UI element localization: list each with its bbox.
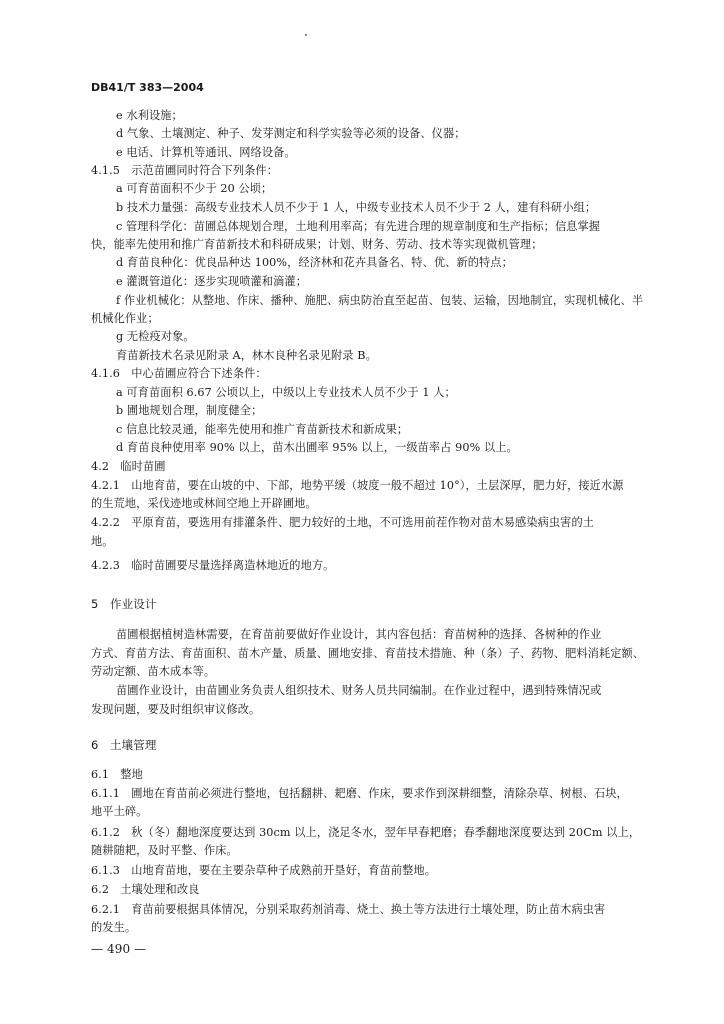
text-line: 苗圃作业设计，由苗圃业务负责人组织技术、财务人员共同编制。在作业过程中，遇到特殊情况或 (116, 684, 602, 697)
text-line: 的发生。 (91, 921, 137, 934)
text-line: 6.1.3 山地育苗地，要在主要杂草种子成熟前开垦好，育苗前整地。 (91, 864, 437, 877)
text-line: 发现问题，要及时组织审议修改。 (91, 703, 261, 716)
text-line: 地。 (91, 535, 114, 548)
text-line: 6.2.1 育苗前要根据具体情况，分别采取药剂消毒、烧土、换土等方法进行土壤处理，防止苗木病虫害 (91, 903, 606, 916)
text-line: c 信息比较灵通，能率先使用和推广育苗新技术和新成果； (116, 423, 409, 436)
text-line: 地平土碎。 (91, 805, 148, 818)
text-line: 劳动定额、苗木成本等。 (91, 665, 216, 678)
text-line: 随耕随耙，及时平整、作床。 (91, 844, 238, 857)
text-line: d 育苗良种使用率 90% 以上，苗木出圃率 95% 以上，一级苗率占 90% 以上。 (116, 441, 518, 454)
text-line: c 管理科学化：苗圃总体规划合理，土地利用率高；有先进合理的规章制度和生产指标；信息掌握 (116, 220, 601, 233)
clause-heading: 4.1.6 中心苗圃应符合下述条件： (91, 367, 267, 380)
text-line: e 水利设施； (116, 109, 183, 122)
text-line: 4.2.3 临时苗圃要尽量选择离造林地近的地方。 (91, 559, 335, 572)
clause-heading: 6.2 土壤处理和改良 (91, 883, 200, 896)
text-line: e 灌溉管道化：逐步实现喷灌和滴灌； (116, 275, 307, 288)
text-line: e 电话、计算机等通讯、网络设备。 (116, 146, 296, 159)
text-line: f 作业机械化：从整地、作床、播种、施肥、病虫防治直至起苗、包装、运输，因地制宜，实现机械化、半 (116, 294, 644, 307)
clause-heading: 4.2 临时苗圃 (91, 460, 166, 473)
text-line: 6.1.1 圃地在育苗前必须进行整地，包括翻耕、耙磨、作床，要求作到深耕细整，清除杂草、树根、石块， (91, 787, 628, 800)
text-line: d 气象、土壤测定、种子、发芽测定和科学实验等必须的设备、仪器； (116, 127, 466, 140)
doc-code-header: DB41/T 383—2004 (91, 81, 204, 94)
text-line: a 可育苗面积 6.67 公顷以上，中级以上专业技术人员不少于 1 人； (116, 386, 456, 399)
text-line: 机械化作业； (91, 312, 159, 325)
text-line: 育苗新技术名录见附录 A，林木良种名录见附录 B。 (116, 349, 377, 362)
text-line: 6.1.2 秋（冬）翻地深度要达到 30cm 以上，浇足冬水，翌年早春耙磨；春季翻地深度要达到 20Cm 以上， (91, 826, 641, 839)
text-line: b 圃地规划合理，制度健全； (116, 404, 263, 417)
clause-heading: 4.1.5 示范苗圃同时符合下列条件： (91, 164, 278, 177)
text-line: g 无检疫对象。 (116, 330, 195, 343)
section-heading: 6 土壤管理 (91, 738, 157, 752)
text-line: 苗圃根据植树造林需要，在育苗前要做好作业设计，其内容包括：育苗树种的选择、各树种的作业 (116, 628, 602, 641)
text-line: 4.2.2 平原育苗，要选用有排灌条件、肥力较好的土地，不可选用前茬作物对苗木易感染病虫害的土 (91, 516, 595, 529)
text-line: 方式、育苗方法、育苗面积、苗木产量、质量、圃地安排、育苗技术措施、种（条）子、药物、肥料消耗定额、 (91, 647, 645, 660)
text-line: 快，能率先使用和推广育苗新技术和科研成果；计划、财务、劳动、技术等实现微机管理； (91, 238, 543, 251)
text-line: 4.2.1 山地育苗，要在山坡的中、下部，地势平缓（坡度一般不超过 10°），土层深厚，肥力好，接近水源 (91, 479, 624, 492)
text-line: b 技术力量强：高级专业技术人员不少于 1 人，中级专业技术人员不少于 2 人，建有科研小组； (116, 201, 597, 214)
section-heading: 5 作业设计 (91, 597, 157, 611)
text-line: a 可育苗面积不少于 20 公顷； (116, 182, 273, 195)
page-number: — 490 — (91, 942, 147, 956)
text-line: 的生荒地，采伐迹地或林间空地上开辟圃地。 (91, 497, 317, 510)
scan-speck (305, 34, 307, 36)
text-line: d 育苗良种化：优良品种达 100%，经济林和花卉具备名、特、优、新的特点； (116, 256, 513, 269)
clause-heading: 6.1 整地 (91, 768, 143, 781)
